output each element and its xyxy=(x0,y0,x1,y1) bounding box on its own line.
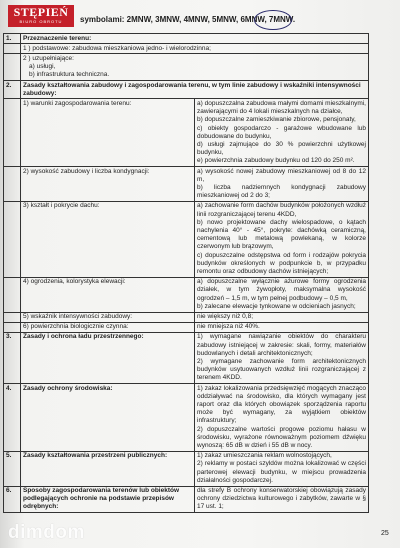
row-number: 1. xyxy=(4,34,21,44)
cell-text: zabudowa mieszkaniowa jedno- i wielorodzinna; xyxy=(72,44,211,52)
section-title: Zasady i ochrona ładu przestrzennego: xyxy=(21,332,195,383)
cell-text: c) obiekty gospodarczo - garażowe wbudowane lub dobudowane do budynku, xyxy=(197,124,366,140)
table-row xyxy=(4,201,369,277)
row-number: 3. xyxy=(4,332,21,383)
table-row xyxy=(4,322,369,332)
watermark-logo: dimdom xyxy=(8,522,85,543)
agency-logo xyxy=(8,5,74,27)
cell-text: b) infrastruktura techniczna. xyxy=(29,71,110,79)
table-row xyxy=(4,54,369,81)
table-row xyxy=(4,312,369,322)
cell-label: 1) warunki zagospodarowania terenu: xyxy=(21,99,195,167)
table-row xyxy=(4,44,369,54)
cell-text: 2) dopuszczalne wartości progowe poziomu hałasu w środowisku, wyrażone równoważnym poziomem dźwięku wynoszą: 65 dB w dzień i 55 dB w nocy. xyxy=(197,425,366,450)
cell-text: a) wysokość nowej zabudowy mieszkaniowej od 8 do 12 m, xyxy=(197,167,366,183)
cell-text: b) nowo projektowane dachy wielospadowe, o kątach nachylenia 40° - 45°, pokryte: dachówką ceramiczną, cementową lub metalową powlekaną, w kolorze czerwonym lub brązowym, xyxy=(197,218,366,251)
cell-text: 2) reklamy w postaci szyldów można lokalizować w części parterowej elewacji budynku, w miejscu prowadzenia działalności gospodarczej. xyxy=(197,460,366,484)
table-cell xyxy=(195,167,369,202)
logo-name: STĘPIEŃ xyxy=(13,5,69,19)
cell-text: d) usługi zajmujące do 30 % powierzchni użytkowej budynku, xyxy=(197,140,366,157)
section-title: Zasady kształtowania przestrzeni publicznych: xyxy=(21,451,195,486)
logo-subtitle: BIURO OBROTU xyxy=(19,19,63,24)
cell-text: 1) zakaz lokalizowania przedsięwzięć mogących znacząco oddziaływać na środowisko, dla których wymagany jest raport oraz dla których obowiązek sporządzenia raportu może być wymagany, za wyjątkiem obiektów infrastruktury; xyxy=(197,384,366,425)
cell-label: 2) wysokość zabudowy i liczba kondygnacji: xyxy=(21,167,195,202)
cell-text: c) dopuszczalne odstępstwa od form i rodzajów pokrycia budynków określonych w podpunkcie b, w przypadku remontu oraz odbudowy dachów istniejących; xyxy=(197,251,366,275)
table-cell xyxy=(195,332,369,383)
table-cell xyxy=(21,44,369,54)
table-row xyxy=(4,332,369,383)
cell-label: 4) ogrodzenia, kolorystyka elewacji: xyxy=(21,277,195,312)
cell-label: 5) wskaźnik intensywności zabudowy: xyxy=(21,312,195,322)
cell-text: 1) wymagane nawiązanie obiektów do charakteru zabudowy istniejącej w zakresie: skali, formy, materiałów budowlanych i detali architektonicznych; xyxy=(197,333,366,357)
section-title: Zasady kształtowania zabudowy i zagospodarowania terenu, w tym linie zabudowy i wskaźniki intensywności zabudowy: xyxy=(21,81,369,99)
table-cell xyxy=(195,201,369,277)
table-cell xyxy=(195,451,369,486)
table-row xyxy=(4,451,369,486)
hand-drawn-circle xyxy=(254,10,292,30)
table-cell xyxy=(21,54,369,81)
table-row xyxy=(4,167,369,202)
section-title: Sposoby zagospodarowania terenów lub obiektów podlegających ochronie na podstawie przepisów odrębnych: xyxy=(21,486,195,513)
table-cell xyxy=(195,277,369,312)
table-cell xyxy=(195,99,369,167)
cell-text: 1) zakaz umieszczania reklam wolnostojących, xyxy=(197,452,332,460)
cell-value: nie większy niż 0,8; xyxy=(195,312,369,322)
cell-text: a) zachowanie form dachów budynków położonych wzdłuż linii rozgraniczającej terenu 4KDD, xyxy=(197,202,366,218)
table-row xyxy=(4,81,369,99)
row-number: 4. xyxy=(4,384,21,452)
table-row xyxy=(4,384,369,452)
row-number: 5. xyxy=(4,451,21,486)
row-number: 6. xyxy=(4,486,21,513)
table-row xyxy=(4,486,369,513)
cell-text: 2) wymagane zachowanie form architektonicznych budynków usytuowanych wzdłuż linii rozgraniczającej z terenem 4KDD. xyxy=(197,358,366,382)
cell-text: b) zalecane elewacje tynkowane w odcieniach jasnych; xyxy=(197,302,356,310)
cell-text: a) usługi, xyxy=(29,63,56,71)
symbols-line: symbolami: 2MNW, 3MNW, 4MNW, 5MNW, 6MNW, 7MNW. xyxy=(80,15,296,24)
section-title: Zasady ochrony środowiska: xyxy=(21,384,195,452)
cell-label: 3) kształt i pokrycie dachu: xyxy=(21,201,195,277)
table-cell: dla strefy B ochrony konserwatorskiej obowiązują zasady ochrony dziedzictwa kulturowego i zabytków, zawarte w § 17 ust. 1; xyxy=(195,486,369,513)
page-number: 25 xyxy=(381,530,389,537)
cell-text: a) dopuszczalne wyłącznie ażurowe formy ogrodzenia działek, w tym żywopłoty, maksymalna wysokość ogrodzeń – 1,5 m, w tym pełnej podbudowy – 0,5 m, xyxy=(197,278,366,302)
table-row xyxy=(4,99,369,167)
cell-text: b) liczba nadziemnych kondygnacji zabudowy mieszkaniowej od 2 do 3; xyxy=(197,183,366,200)
cell-value: nie mniejsza niż 40%. xyxy=(195,322,369,332)
row-number: 2. xyxy=(4,81,21,99)
table-row xyxy=(4,34,369,44)
table-cell xyxy=(195,384,369,452)
cell-label: 2 ) uzupełniające: xyxy=(23,54,74,62)
section-title: Przeznaczenie terenu: xyxy=(21,34,369,44)
cell-text: e) powierzchnia zabudowy budynku od 120 do 250 m². xyxy=(197,157,355,165)
cell-text: b) dopuszczalne zamieszkiwanie zbiorowe, pensjonaty, xyxy=(197,116,356,124)
cell-text: a) dopuszczalna zabudowa małymi domami mieszkalnymi, zawierającymi do 4 lokali mieszkalnych na działce, xyxy=(197,99,366,116)
table-row xyxy=(4,277,369,312)
cell-label: 1 ) podstawowe: xyxy=(23,44,71,52)
cell-label: 6) powierzchnia biologicznie czynna: xyxy=(21,322,195,332)
zoning-table xyxy=(3,33,369,513)
